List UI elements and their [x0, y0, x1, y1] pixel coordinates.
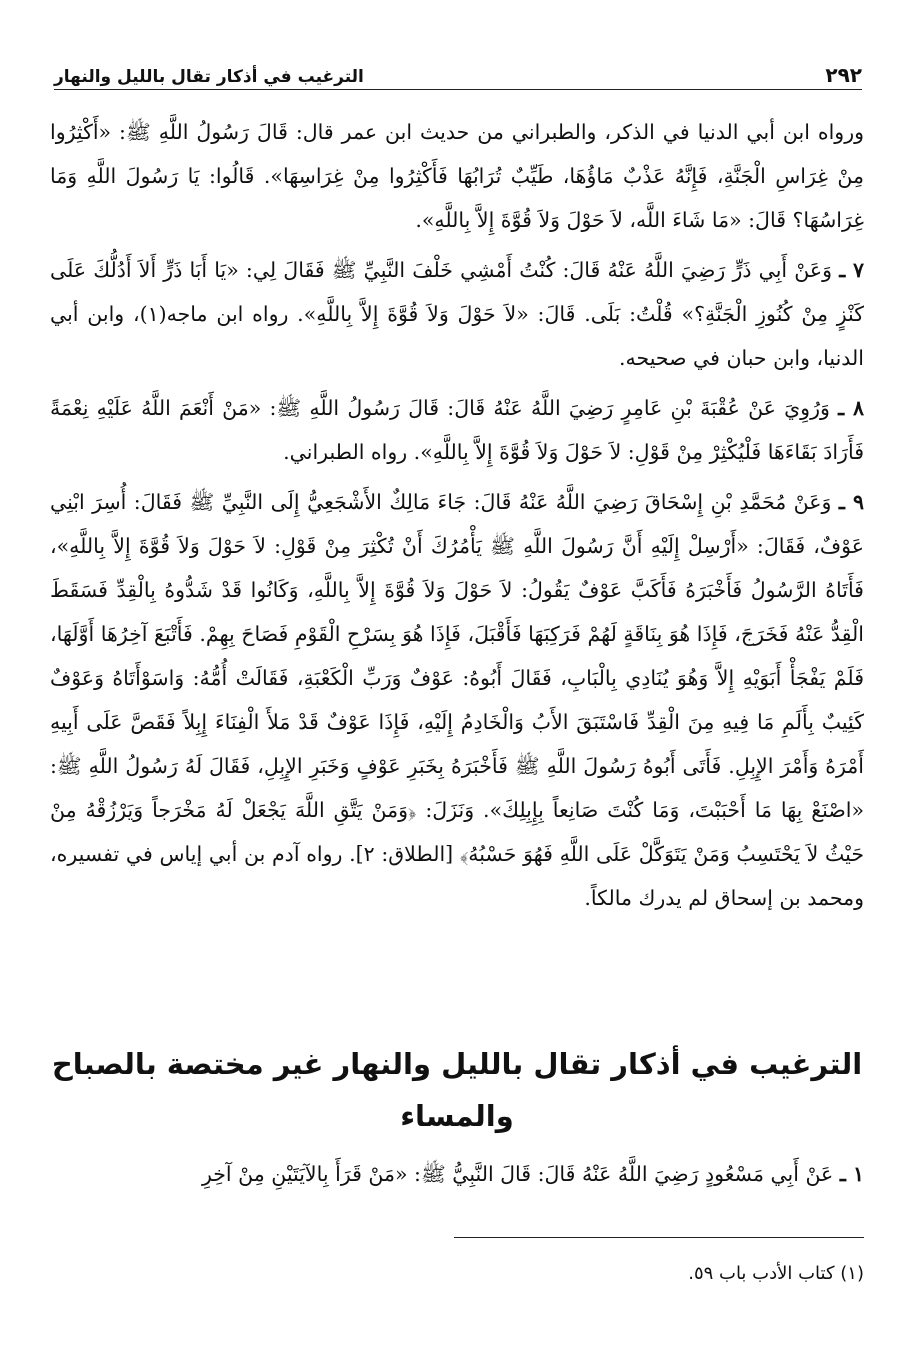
- running-header-title: الترغيب في أذكار تقال بالليل والنهار: [54, 67, 364, 87]
- paragraph-8: [50, 386, 864, 474]
- paragraph-text: ورواه ابن أبي الدنيا في الذكر، والطبراني من حديث ابن عمر قال: قَالَ رَسُولُ اللَّهِ ﷺ: «أَكْثِرُوا مِنْ غِرَاسِ الْجَنَّةِ، فَإِنَّهُ عَذْبٌ مَاؤُهَا، طَيِّبٌ تُرَابُهَا فَأَكْثِرُوا مِنْ غِرَاسِهَا». قَالُوا: يَا رَسُولَ اللَّهِ وَمَا غِرَاسُهَا؟ قَالَ: «مَا شَاءَ اللَّه، لاَ حَوْلَ وَلاَ قُوَّةَ إِلاَّ بِاللَّهِ».: [50, 120, 864, 232]
- paragraph-9: [50, 480, 864, 920]
- paragraph-number: ٩ ـ: [838, 490, 864, 514]
- footnote: (١) كتاب الأدب باب ٥٩.: [688, 1263, 864, 1284]
- paragraph-text: وَعَنْ أَبِي ذَرٍّ رَضِيَ اللَّهُ عَنْهُ قَالَ: كُنْتُ أَمْشِي خَلْفَ النَّبِيِّ ﷺ فَقَالَ لِي: «يَا أَبَا ذَرٍّ أَلاَ أَدُلُّكَ عَلَى كَنْزٍ مِنْ كُنُوزِ الْجَنَّةِ؟» قُلْتُ: بَلَى. قَالَ: «لاَ حَوْلَ وَلاَ قُوَّةَ إِلاَّ بِاللَّهِ». رواه ابن ماجه(١)، وابن أبي الدنيا، وابن حبان في صحيحه.: [50, 258, 864, 370]
- section-heading: الترغيب في أذكار تقال بالليل والنهار غير مختصة بالصباح والمساء: [51, 1047, 863, 1133]
- footnote-divider: [454, 1237, 864, 1238]
- paragraph-number: ٨ ـ: [838, 396, 864, 420]
- paragraph-7: [50, 248, 864, 380]
- paragraph-number: ٧ ـ: [839, 258, 864, 282]
- paragraph-text: عَنْ أَبِي مَسْعُودٍ رَضِيَ اللَّهُ عَنْهُ قَالَ: قَالَ النَّبِيُّ ﷺ: «مَنْ قَرَأَ بِالآيَتَيْنِ مِنْ آخِرِ: [201, 1162, 834, 1186]
- paragraph-number: ١ ـ: [839, 1162, 864, 1186]
- main-text: [50, 110, 864, 926]
- paragraph-text: وَعَنْ مُحَمَّدِ بْنِ إِسْحَاقَ رَضِيَ اللَّهُ عَنْهُ قَالَ: جَاءَ مَالِكٌ الأَشْجَعِيُّ إِلَى النَّبِيِّ ﷺ فَقَالَ: أُسِرَ ابْنِي عَوْفٌ، فَقَالَ: «أَرْسِلْ إِلَيْهِ أَنَّ رَسُولَ اللَّهِ ﷺ يَأْمُرُكَ أَنْ تُكْثِرَ مِنْ قَوْلِ: لاَ حَوْلَ وَلاَ قُوَّةَ إِلاَّ بِاللَّهِ»، فَأَتَاهُ الرَّسُولُ فَأَخْبَرَهُ فَأَكَبَّ عَوْفٌ يَقُولُ: لاَ حَوْلَ وَلاَ قُوَّةَ إِلاَّ بِاللَّهِ، وَكَانُوا قَدْ شَدُّوهُ بِالْقِدِّ فَسَقَطَ الْقِدُّ عَنْهُ فَخَرَجَ، فَإِذَا هُوَ بِنَاقَةٍ لَهُمْ فَرَكِبَهَا فَأَقْبَلَ، فَإِذَا هُوَ بِسَرْحِ الْقَوْمِ فَصَاحَ بِهِمْ. فَأَتْبَعَ آخِرُهَا أَوَّلَهَا، فَلَمْ يَفْجَأْ أَبَوَيْهِ إِلاَّ وَهُوَ يُنَادِي بِالْبَابِ، فَقَالَ أَبُوهُ: عَوْفٌ وَرَبِّ الْكَعْبَةِ، فَقَالَتْ أُمُّهُ: وَاسَوْأَتَاهُ وَعَوْفٌ كَئِيبٌ بِأَلَمِ مَا فِيهِ مِنَ الْقِدِّ فَاسْتَبَقَ الأَبُ وَالْخَادِمُ إِلَيْهِ، فَإِذَا عَوْفٌ قَدْ مَلأَ الْفِنَاءَ إِبِلاً فَقَصَّ عَلَى أَبِيهِ أَمْرَهُ وَأَمْرَ الإِبِلِ. فَأَتَى أَبُوهُ رَسُولَ اللَّهِ ﷺ فَأَخْبَرَهُ بِخَبَرِ عَوْفٍ وَخَبَرِ الإِبِلِ، فَقَالَ لَهُ رَسُولُ اللَّهِ ﷺ: «اصْنَعْ بِهَا مَا أَحْبَبْتَ، وَمَا كُنْتَ صَانِعاً بِإِبِلِكَ». وَنَزَلَ: ﴿وَمَنْ يَتَّقِ اللَّهَ يَجْعَلْ لَهُ مَخْرَجاً وَيَرْزُقْهُ مِنْ حَيْثُ لاَ يَحْتَسِبُ وَمَنْ يَتَوَكَّلْ عَلَى اللَّهِ فَهُوَ حَسْبُهُ﴾ [الطلاق: ٢]. رواه آدم بن أبي إياس في تفسيره، ومحمد بن إسحاق لم يدرك مالكاً.: [50, 490, 864, 910]
- section-paragraph-1: [50, 1152, 864, 1196]
- page-number: ٢٩٢: [825, 63, 862, 87]
- paragraph-continuation: [50, 110, 864, 242]
- paragraph-text: وَرُوِيَ عَنْ عُقْبَةَ بْنِ عَامِرٍ رَضِيَ اللَّهُ عَنْهُ قَالَ: قَالَ رَسُولُ اللَّهِ ﷺ: «مَنْ أَنْعَمَ اللَّهُ عَلَيْهِ نِعْمَةً فَأَرَادَ بَقَاءَهَا فَلْيُكْثِرْ مِنْ قَوْلِ: لاَ حَوْلَ وَلاَ قُوَّةَ إِلاَّ بِاللَّهِ». رواه الطبراني.: [50, 396, 864, 464]
- running-header: [54, 56, 862, 90]
